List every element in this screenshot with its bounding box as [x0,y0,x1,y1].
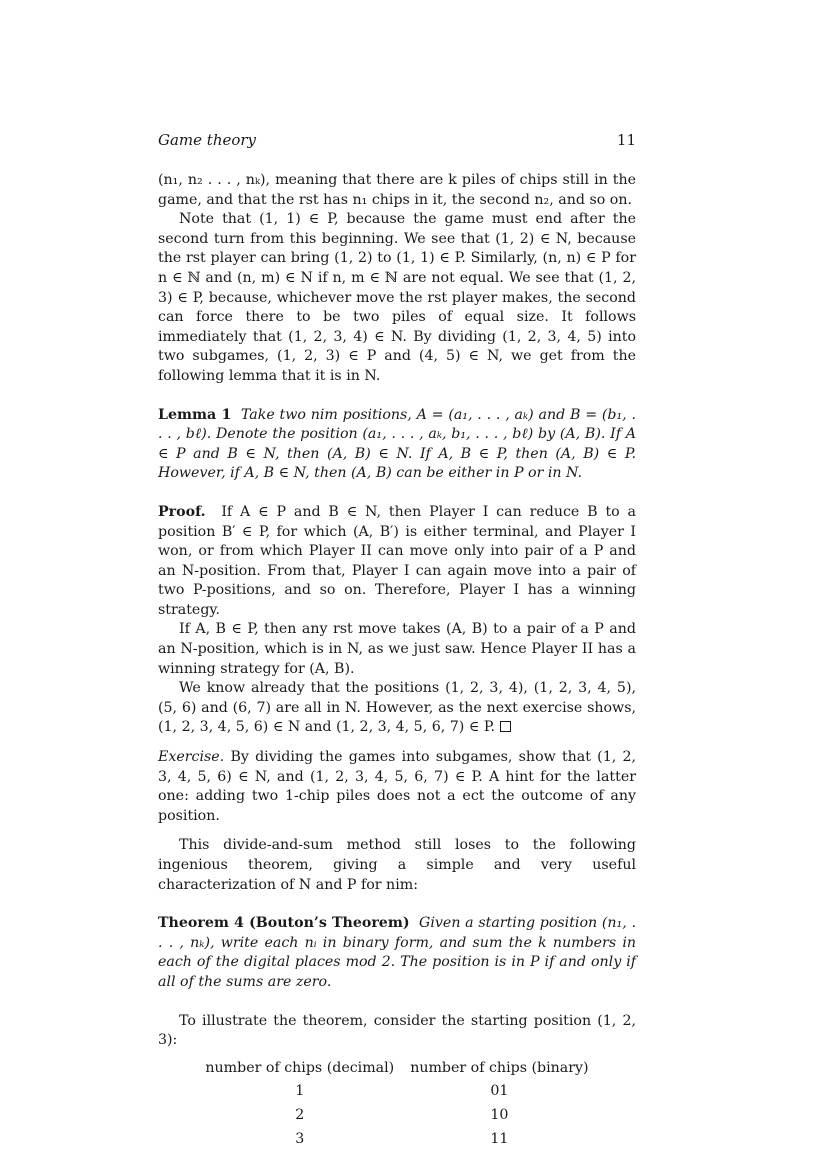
running-header [158,128,636,152]
table-row [197,1104,596,1128]
column-header-binary: number of chips (binary) [410,1059,589,1076]
proof-text-1: If A ∈ P and B ∈ N, then Player I can reduce B to a position B′ ∈ P, for which (A, B′) is either terminal, and Player I won, or from which Player II can move only into pair of a P and an N-position. From that, Player I can again move into a pair of two P-positions, and so on. Therefore, Player I has a winning strategy. [158,503,636,618]
table-row [197,1128,596,1151]
proof-paragraph-3 [158,679,636,738]
theorem-statement: Given a starting position (n₁, . . . , nₖ), write each nᵢ in binary form, and sum the k numbers in each of the digital places mod 2. The position is in P if and only if all of the sums are zero. [158,915,636,990]
proof-paragraph-2: If A, B ∈ P, then any rst move takes (A, B) to a pair of a P and an N-position, which is in N, as we just saw. Hence Player II has a winning strategy for (A, B). [158,621,636,677]
theorem-heading: Theorem 4 (Bouton’s Theorem) [158,915,410,932]
paragraph-piles: (n₁, n₂ . . . , nₖ), meaning that there are k piles of chips still in the game, and that the rst has n₁ chips in it, the second n₂, and so on. [158,172,636,208]
paragraph-note: Note that (1, 1) ∈ P, because the game must end after the second turn from this beginning. We see that (1, 2) ∈ N, because the rst player can bring (1, 2) to (1, 1) ∈ P. Similarly, (n, n) ∈ P for n ∈ ℕ and (n, m) ∈ N if n, m ∈ ℕ are not equal. We see that (1, 2, 3) ∈ P, because, whichever move the rst player makes, the second can force there to be two piles of equal size. It follows immediately that (1, 2, 3, 4) ∈ N. By dividing (1, 2, 3, 4, 5) into two subgames, (1, 2, 3) ∈ P and (4, 5) ∈ N, we get from the following lemma that it is in N. [158,211,636,384]
paragraph-divide-and-sum: This divide-and-sum method still loses to the following ingenious theorem, giving a simple and very useful characterization of N and P for nim: [158,837,636,893]
exercise [158,748,636,826]
cell-decimal: 2 [295,1106,305,1123]
paragraph-illustrate: To illustrate the theorem, consider the starting position (1, 2, 3): [158,1012,636,1049]
lemma-1 [158,406,636,484]
exercise-text: By dividing the games into subgames, show that (1, 2, 3, 4, 5, 6) ∈ N, and (1, 2, 3, 4, 5, 6, 7) ∈ P. A hint for the latter one: adding two 1-chip piles does not a ect the outcome of any position. [158,749,636,824]
cell-binary: 10 [490,1106,509,1123]
cell-decimal: 1 [295,1083,305,1100]
proof-paragraph-1 [158,503,636,621]
cell-binary: 11 [490,1130,509,1147]
table-header-row [197,1057,596,1081]
proof-heading: Proof. [158,503,206,520]
proof-text-3: We know already that the positions (1, 2, 3, 4), (1, 2, 3, 4, 5), (5, 6) and (6, 7) are all in N. However, as the next exercise shows, (1, 2, 3, 4, 5, 6) ∈ N and (1, 2, 3, 4, 5, 6, 7) ∈ P. [158,680,636,736]
column-header-decimal: number of chips (decimal) [205,1059,395,1076]
running-title: Game theory [158,131,257,149]
lemma-statement: Take two nim positions, A = (a₁, . . . , aₖ) and B = (b₁, . . . , bℓ). Denote the position (a₁, . . . , aₖ, b₁, . . . , bℓ) by (A, B). If A ∈ P and B ∈ N, then (A, B) ∈ N. If A, B ∈ P, then (A, B) ∈ P. However, if A, B ∈ N, then (A, B) can be either in P or in N. [158,406,636,482]
qed-symbol [500,721,511,732]
chips-table [197,1057,596,1151]
lemma-heading: Lemma 1 [158,406,232,423]
page [158,128,636,1151]
body-text [158,171,636,1151]
page-number: 11 [616,131,636,149]
cell-binary: 01 [490,1083,509,1100]
table-row [197,1080,596,1104]
exercise-heading: Exercise. [158,749,225,766]
theorem-4 [158,914,636,992]
cell-decimal: 3 [295,1130,305,1147]
